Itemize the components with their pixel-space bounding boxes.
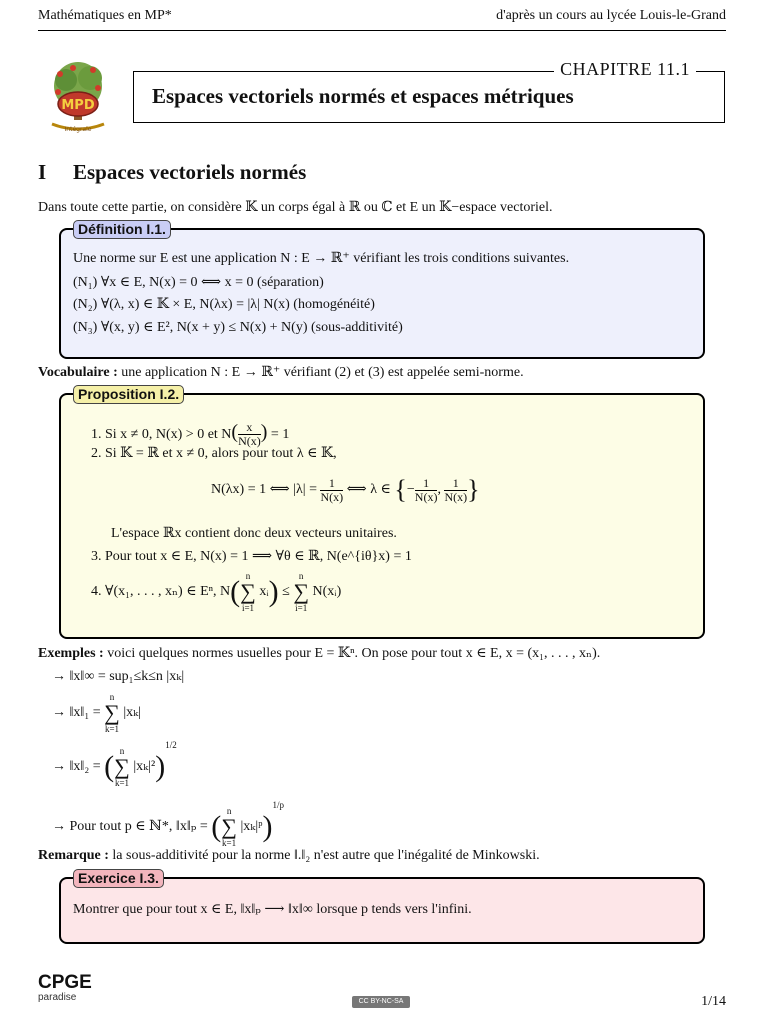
fraction-denominator: N(x) xyxy=(414,489,438,504)
sum-top: n xyxy=(119,745,125,756)
examples-label: Exemples : xyxy=(38,646,104,661)
example-text: ‖x‖∞ = sup₁≤k≤n |xₖ| xyxy=(69,669,185,684)
definition-box xyxy=(59,221,705,359)
item-text: Si x ≠ 0, N(x) > 0 et N xyxy=(105,427,232,442)
set-minus: − xyxy=(406,482,415,498)
arrow-icon: → xyxy=(52,819,66,834)
mpd-logo xyxy=(38,58,118,138)
vocabulary-label: Vocabulaire : xyxy=(38,365,118,380)
sum-top: n xyxy=(298,571,304,581)
example-sup-norm xyxy=(52,668,184,685)
proposition-tag: Proposition I.2. xyxy=(73,385,184,404)
vocabulary-paragraph xyxy=(38,364,524,381)
fraction-numerator: 1 xyxy=(415,477,438,491)
cpge-brand-sub: paradise xyxy=(38,992,77,1003)
sum-term: xᵢ xyxy=(259,584,269,600)
cpge-logo xyxy=(38,972,92,1003)
proposition-item-4: 4. ∀(x₁, . . . , xₙ) ∈ Eⁿ, N( n ∑ i=1 xᵢ) ≤ n ∑ i=1 N(xᵢ) xyxy=(91,571,342,613)
definition-line: Une norme sur E est une application N : E → ℝ⁺ vérifiant les trois conditions suivantes. xyxy=(73,251,570,266)
sum-bottom: i=1 xyxy=(241,603,255,613)
sum-bottom: k=1 xyxy=(114,777,130,788)
item-text-end: = 1 xyxy=(270,427,290,442)
item-number: 1. xyxy=(91,427,102,442)
sum-term: |xₖ|ᵖ xyxy=(240,819,263,834)
chapter-title-box xyxy=(133,59,725,123)
proposition-box xyxy=(59,386,705,639)
remark-text: la sous-additivité pour la norme ‖.‖₂ n'est autre que l'inégalité de Minkowski. xyxy=(112,848,540,863)
logo-text: MPD xyxy=(61,98,95,113)
cpge-brand: CPGE xyxy=(38,972,92,993)
sum-top: n xyxy=(109,692,115,702)
sum-top: n xyxy=(245,571,251,581)
item-text: Pour tout x ∈ E, N(x) = 1 ⟹ ∀θ ∈ ℝ, N(e^{iθ}x) = 1 xyxy=(105,549,412,564)
fraction-numerator: x xyxy=(238,421,261,435)
fraction-denominator: N(x) xyxy=(320,489,344,504)
fraction-denominator: N(x) xyxy=(444,489,468,504)
example-lhs: Pour tout p ∈ ℕ*, ‖x‖ₚ = xyxy=(69,819,208,834)
license-badge: CC BY-NC-SA xyxy=(352,996,410,1008)
proposition-item-1: 1. Si x ≠ 0, N(x) > 0 et N( $\frac{x}{N(x)}) = 1$ xyxy=(91,420,290,449)
chapter-title: Espaces vectoriels normés et espaces métriques xyxy=(152,84,574,108)
examples-text: voici quelques normes usuelles pour E = 𝕂ⁿ. On pose pour tout x ∈ E, x = (x₁, . . . , xₙ). xyxy=(107,646,601,661)
set-open-brace: { xyxy=(394,475,407,504)
item-number: 3. xyxy=(91,549,102,564)
section-number: I xyxy=(38,160,47,184)
section-title: Espaces vectoriels normés xyxy=(73,160,307,184)
intro-paragraph: Dans toute cette partie, on considère 𝕂 un corps égal à ℝ ou ℂ et E un 𝕂−espace vectoriel. xyxy=(38,200,553,215)
fraction-numerator: 1 xyxy=(320,477,343,491)
fraction-denominator: N(x) xyxy=(238,434,261,449)
arrow-icon: → xyxy=(52,705,66,721)
definition-tag: Définition I.1. xyxy=(73,220,171,239)
remark-paragraph xyxy=(38,848,540,864)
page-header xyxy=(38,8,726,31)
sum-symbol: ∑ xyxy=(293,579,310,604)
item-number: 2. xyxy=(91,446,102,461)
sum-term: |xₖ|² xyxy=(133,759,156,774)
set-comma: , xyxy=(437,482,441,498)
example-two-norm: → ‖x‖₂ = ( n ∑ k=1 |xₖ|²)$^{1/2}$ xyxy=(52,740,177,788)
set-close-brace: } xyxy=(467,475,480,504)
chapter-label: CHAPITRE 11.1 xyxy=(554,59,696,80)
sum-bottom: k=1 xyxy=(222,837,237,848)
exponent: 1/p xyxy=(272,800,285,810)
proposition-note: L'espace ℝx contient donc deux vecteurs unitaires. xyxy=(111,526,397,541)
equation-lhs: N(λx) = 1 ⟺ |λ| = xyxy=(211,482,317,498)
sum-symbol: ∑ xyxy=(240,579,256,604)
sum-symbol: ∑ xyxy=(104,700,120,725)
proposition-item-2 xyxy=(91,445,337,462)
proposition-item-3 xyxy=(91,548,412,565)
remark-label: Remarque : xyxy=(38,848,109,863)
le-sign: ≤ xyxy=(282,584,290,600)
exercise-box xyxy=(59,870,705,944)
definition-line: (N₂) ∀(λ, x) ∈ 𝕂 × E, N(λx) = |λ| N(x) (homogénéité) xyxy=(73,297,375,312)
sum-top: n xyxy=(226,805,232,816)
arrow-icon: → xyxy=(52,759,66,774)
item-number: 4. xyxy=(91,584,102,600)
section-heading xyxy=(38,160,306,185)
sum-term: |xₖ| xyxy=(123,705,142,721)
example-lhs: ‖x‖₂ = xyxy=(69,759,101,774)
equation-mid: ⟺ λ ∈ xyxy=(346,482,391,498)
arrow-icon: → xyxy=(52,669,66,684)
sum-bottom: i=1 xyxy=(295,603,308,613)
fraction-numerator: 1 xyxy=(444,477,467,491)
header-right: d'après un cours au lycée Louis-le-Grand xyxy=(496,8,726,23)
definition-line: (N₁) ∀x ∈ E, N(x) = 0 ⟺ x = 0 (séparation) xyxy=(73,275,324,290)
example-one-norm xyxy=(52,692,141,734)
exponent: 1/2 xyxy=(165,740,177,750)
header-left: Mathématiques en MP* xyxy=(38,8,172,23)
example-lhs: ‖x‖₁ = xyxy=(69,705,101,721)
example-p-norm: → Pour tout p ∈ ℕ*, ‖x‖ₚ = ( n ∑ k=1 |xₖ|ᵖ)$^{1/p}$ xyxy=(52,800,285,848)
exercise-text: Montrer que pour tout x ∈ E, ‖x‖ₚ ⟶ ‖x‖∞ lorsque p tends vers l'infini. xyxy=(73,902,472,917)
examples-paragraph xyxy=(38,645,600,662)
item-text: Si 𝕂 = ℝ et x ≠ 0, alors pour tout λ ∈ 𝕂, xyxy=(105,446,337,461)
exercise-tag: Exercice I.3. xyxy=(73,869,164,888)
sum-term: N(xᵢ) xyxy=(312,584,342,600)
logo-subtext: Intégrale xyxy=(64,126,92,133)
proposition-display-equation xyxy=(211,475,480,505)
vocabulary-text: une application N : E → ℝ⁺ vérifiant (2) et (3) est appelée semi-norme. xyxy=(121,365,524,380)
definition-line: (N₃) ∀(x, y) ∈ E², N(x + y) ≤ N(x) + N(y) (sous-additivité) xyxy=(73,320,403,335)
sum-symbol: ∑ xyxy=(114,753,130,779)
sum-bottom: k=1 xyxy=(104,724,120,734)
sum-symbol: ∑ xyxy=(221,813,237,839)
item-text: ∀(x₁, . . . , xₙ) ∈ Eⁿ, N xyxy=(105,584,231,600)
page-number: 1/14 xyxy=(701,994,726,1009)
